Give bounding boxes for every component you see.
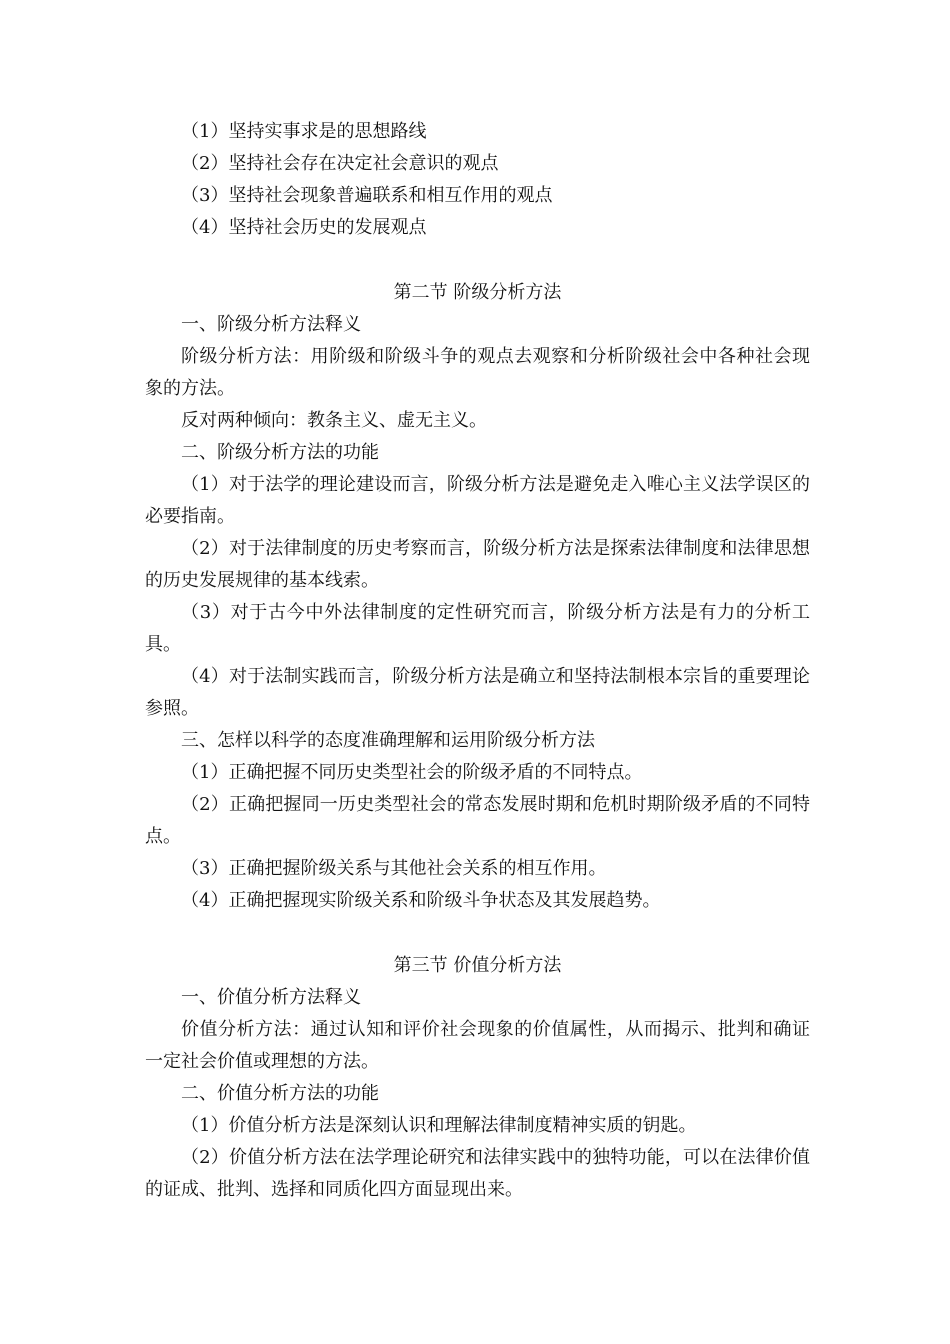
- subheading: 二、价值分析方法的功能: [181, 1083, 379, 1104]
- paragraph: （3）正确把握阶级关系与其他社会关系的相互作用。: [181, 858, 607, 879]
- paragraph: （2）对于法律制度的历史考察而言，阶级分析方法是探索法律制度和法律思想的历史发展规律的基本线索。: [145, 538, 810, 591]
- section-title: 第二节 阶级分析方法: [393, 282, 562, 303]
- paragraph: 价值分析方法：通过认知和评价社会现象的价值属性，从而揭示、批判和确证一定社会价值或理想的方法。: [145, 1019, 810, 1072]
- list-item: （2）坚持社会存在决定社会意识的观点: [181, 153, 499, 174]
- paragraph: （2）正确把握同一历史类型社会的常态发展时期和危机时期阶级矛盾的不同特点。: [145, 794, 810, 847]
- paragraph: （1）正确把握不同历史类型社会的阶级矛盾的不同特点。: [181, 762, 643, 783]
- list-item: （4）坚持社会历史的发展观点: [181, 217, 427, 238]
- subheading: 一、阶级分析方法释义: [181, 314, 361, 335]
- spacer: [145, 917, 810, 950]
- paragraph: （4）对于法制实践而言，阶级分析方法是确立和坚持法制根本宗旨的重要理论参照。: [145, 666, 810, 719]
- paragraph: （3）对于古今中外法律制度的定性研究而言，阶级分析方法是有力的分析工具。: [145, 602, 810, 655]
- paragraph: （4）正确把握现实阶级关系和阶级斗争状态及其发展趋势。: [181, 890, 661, 911]
- section-title: 第三节 价值分析方法: [393, 955, 562, 976]
- paragraph: （2）价值分析方法在法学理论研究和法律实践中的独特功能，可以在法律价值的证成、批判、选择和同质化四方面显现出来。: [145, 1147, 810, 1200]
- paragraph: （1）对于法学的理论建设而言，阶级分析方法是避免走入唯心主义法学误区的必要指南。: [145, 474, 810, 527]
- paragraph: 反对两种倾向：教条主义、虚无主义。: [181, 410, 487, 431]
- subheading: 三、怎样以科学的态度准确理解和运用阶级分析方法: [181, 730, 595, 751]
- paragraph: 阶级分析方法：用阶级和阶级斗争的观点去观察和分析阶级社会中各种社会现象的方法。: [145, 346, 810, 399]
- spacer: [145, 244, 810, 277]
- paragraph: （1）价值分析方法是深刻认识和理解法律制度精神实质的钥匙。: [181, 1115, 697, 1136]
- list-item: （3）坚持社会现象普遍联系和相互作用的观点: [181, 185, 553, 206]
- subheading: 一、价值分析方法释义: [181, 987, 361, 1008]
- page-content: [145, 116, 810, 1206]
- subheading: 二、阶级分析方法的功能: [181, 442, 379, 463]
- list-item: （1）坚持实事求是的思想路线: [181, 121, 427, 142]
